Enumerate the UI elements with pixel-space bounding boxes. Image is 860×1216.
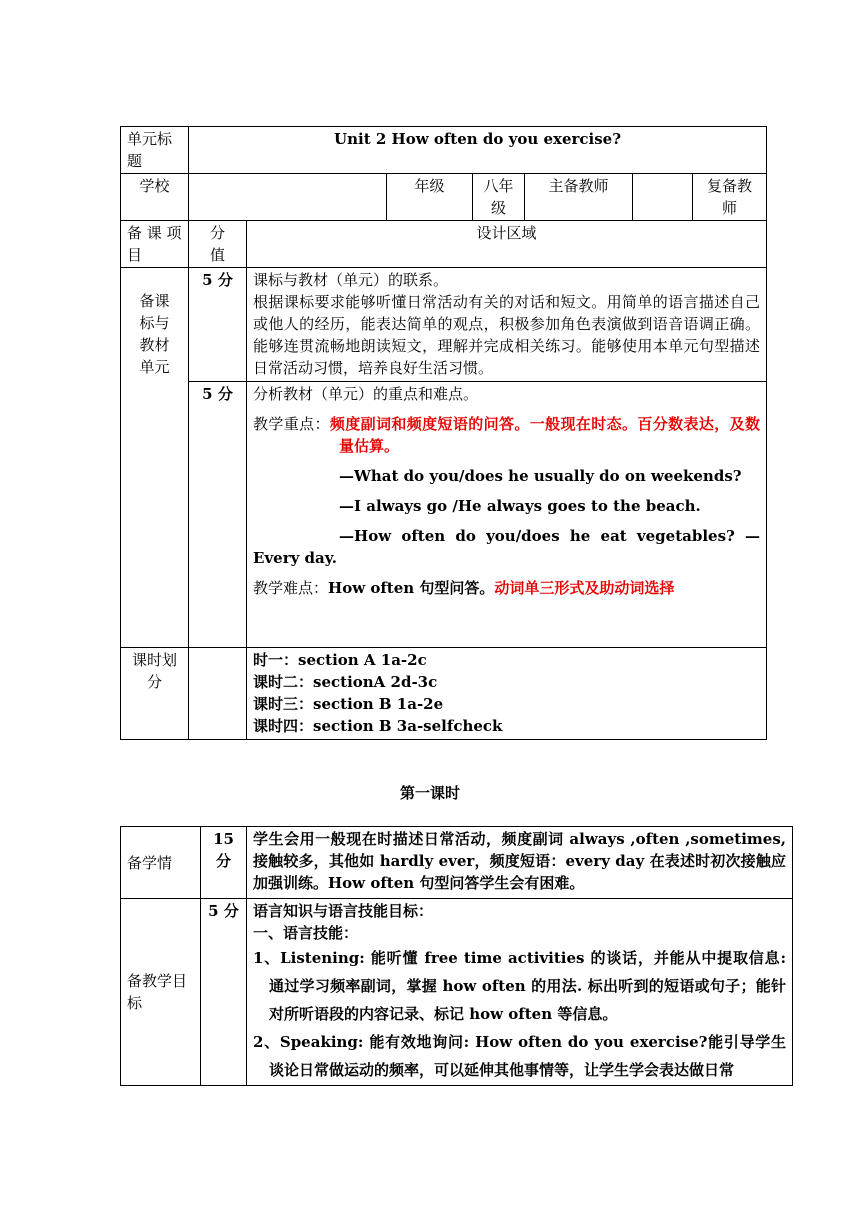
lesson-plan-table — [120, 826, 793, 1086]
diff-label: 教学难点： — [253, 579, 329, 597]
objective-line-1: 语言知识与语言技能目标： — [253, 902, 434, 920]
objective-score: 5 分 — [201, 899, 247, 1086]
row1-content — [247, 268, 767, 382]
unit-plan-table — [120, 126, 767, 740]
period-label: 课时划分 — [121, 648, 189, 740]
school-value — [189, 174, 387, 221]
learner-label: 备学情 — [121, 827, 201, 899]
review-teacher-label: 复备教师 — [693, 174, 767, 221]
key-points — [253, 413, 760, 457]
objective-content — [247, 899, 793, 1086]
learner-text: 学生会用一般现在时描述日常活动，频度副词 always ,often ,sometimes, 接触较多，其他如 hardly ever，频度短语：every day 在表述时初次接触应加强训练。How often 句型问答学生会有困难。 — [247, 827, 793, 899]
school-label: 学校 — [121, 174, 189, 221]
score-label: 分值 — [189, 221, 247, 268]
period-item: 时一：section A 1a-2c — [253, 651, 427, 669]
dialogue-line-3: —How often do you/does he eat vegetables? —Every day. — [253, 527, 761, 567]
row1-score: 5 分 — [189, 268, 247, 382]
objective-item-1: 1、Listening: 能听懂 free time activities 的谈话，并能从中提取信息: 通过学习频率副词，掌握 how often 的用法. 标出听到的短语或句子；能针对所听语段的内容记录、标记 how often 等信息。 — [253, 949, 786, 1023]
diff-text: How often 句型问答。 — [328, 579, 495, 597]
unit-title: Unit 2 How often do you exercise? — [189, 127, 767, 174]
row2-heading: 分析教材（单元）的重点和难点。 — [253, 385, 479, 403]
objective-item-2: 2、Speaking: 能有效地询问: How often do you exercise?能引导学生谈论日常做运动的频率，可以延伸其他事情等，让学生学会表达做日常 — [253, 1033, 786, 1079]
section-title: 第一课时 — [399, 784, 460, 802]
period-item: 课时三：section B 1a-2e — [253, 695, 444, 713]
dialogue-line-2: —I always go /He always goes to the beach. — [339, 497, 701, 515]
design-label: 设计区域 — [247, 221, 767, 268]
period-list — [247, 648, 767, 740]
diff-red-text: 动词单三形式及助动词选择 — [494, 579, 675, 597]
unit-title-label: 单元标题 — [121, 127, 189, 174]
row1-heading: 课标与教材（单元）的联系。 — [253, 271, 449, 289]
row2-score: 5 分 — [189, 382, 247, 648]
period-score — [189, 648, 247, 740]
main-teacher-value — [633, 174, 693, 221]
row1-text: 根据课标要求能够听懂日常活动有关的对话和短文。用简单的语言描述自己或他人的经历，能表达简单的观点，积极参加角色表演做到语音语调正确。能够连贯流畅地朗读短文，理解并完成相关练习。能够使用本单元句型描述日常活动习惯，培养良好生活习惯。 — [253, 293, 761, 377]
learner-score: 15 分 — [201, 827, 247, 899]
period-item: 课时四：section B 3a-selfcheck — [253, 717, 503, 735]
objective-line-2: 一、语言技能： — [253, 924, 359, 942]
item-label: 备 课 项 目 — [121, 221, 189, 268]
main-teacher-label: 主备教师 — [525, 174, 633, 221]
grade-label: 年级 — [387, 174, 473, 221]
objective-label: 备教学目标 — [121, 899, 201, 1086]
key-text: 频度副词和频度短语的问答。一般现在时态。百分数表达，及数量估算。 — [329, 415, 761, 455]
row2-content — [247, 382, 767, 648]
dialogue-line-1: —What do you/does he usually do on weekends? — [339, 467, 742, 485]
section-label: 备课标与教材单元 — [121, 268, 189, 648]
difficult-points — [253, 577, 760, 599]
grade-value: 八年级 — [473, 174, 525, 221]
period-item: 课时二：sectionA 2d-3c — [253, 673, 438, 691]
key-label: 教学重点： — [253, 415, 330, 433]
